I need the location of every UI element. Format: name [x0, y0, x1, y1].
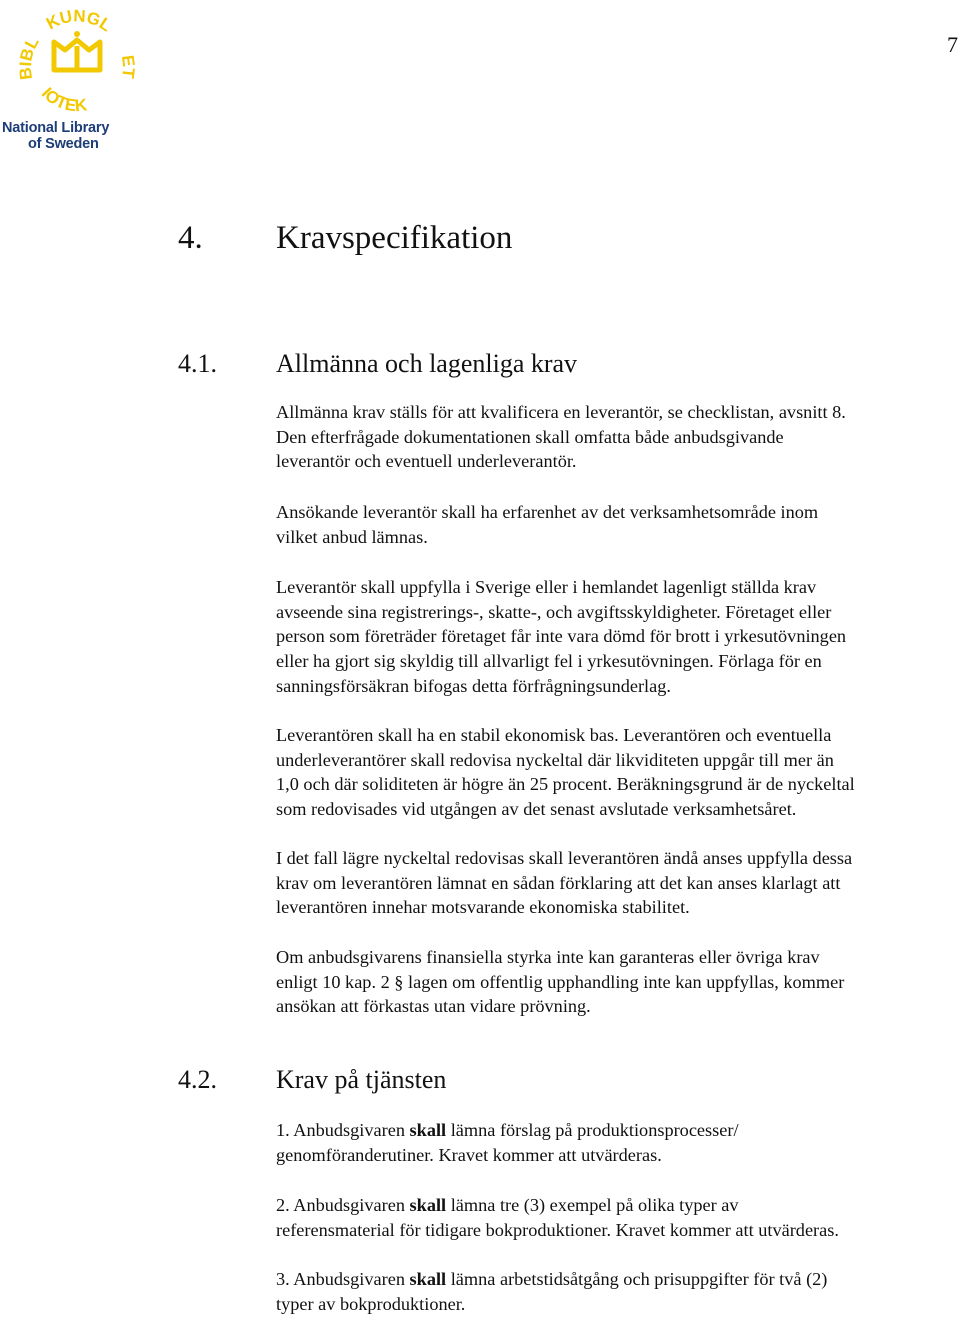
item-text: lämna tre (3) exempel på olika typer av [446, 1195, 739, 1215]
item-text: lämna förslag på produktionsprocesser/ [446, 1120, 739, 1140]
text-line [276, 1267, 960, 1292]
text-line: genomföranderutiner. Kravet kommer att utvärderas. [276, 1144, 662, 1165]
section-heading-4-1 [178, 347, 577, 381]
text-line: referensmaterial för tidigare bokproduktioner. Kravet kommer att utvärderas. [276, 1219, 839, 1240]
paragraph-experience [276, 500, 960, 549]
paragraph-rejection [276, 945, 960, 1019]
requirement-item-1 [276, 1118, 960, 1167]
text-line [276, 1193, 960, 1218]
text-line [276, 1118, 960, 1143]
logo-caption-line2: of Sweden [28, 136, 99, 152]
item-prefix: 2. Anbudsgivaren [276, 1195, 410, 1215]
national-library-logo [2, 2, 152, 160]
text-line: enligt 10 kap. 2 § lagen om offentlig upphandling inte kan uppfyllas, kommer [276, 971, 845, 992]
text-line: som redovisades vid utgången av det senast avslutade verksamhetsåret. [276, 799, 797, 820]
text-line: eller ha gjort sig skyldig till allvarligt fel i yrkesutövningen. Förlaga för en [276, 651, 822, 672]
section-heading-4 [178, 216, 512, 260]
item-emphasis: skall [409, 1269, 447, 1289]
svg-text:IOTEK [38, 84, 89, 115]
text-line: Leverantören skall ha en stabil ekonomisk bas. Leverantören och eventuella [276, 725, 832, 745]
text-line: person som företräder företaget får inte vara dömd för brott i yrkesutövningen [276, 626, 847, 647]
kungl-biblioteket-seal [16, 2, 138, 116]
logo-caption-line1: National Library [2, 120, 110, 136]
text-line: leverantören innehar motsvarande ekonomiska stabilitet. [276, 897, 690, 918]
text-line: Ansökande leverantör skall ha erfarenhet av det verksamhetsområde inom [276, 502, 819, 522]
section-number: 4.1. [178, 349, 217, 378]
text-line: sanningsförsäkran bifogas detta förfrågningsunderlag. [276, 675, 671, 696]
text-line: ansökan att förkastas utan vidare prövning. [276, 996, 591, 1017]
svg-text:BIBL [16, 34, 43, 81]
text-line: Leverantör skall uppfylla i Sverige eller i hemlandet lagenligt ställda krav [276, 577, 817, 597]
page-number: 7 [947, 32, 958, 57]
seal-top-text: KUNGL [43, 6, 115, 36]
text-line: avseende sina registrerings-, skatte-, och avgiftsskyldigheter. Företaget eller [276, 601, 832, 622]
seal-bottom-text: IOTEK [37, 83, 88, 116]
svg-text:KUNGL [43, 6, 115, 35]
text-line: I det fall lägre nyckeltal redovisas skall leverantören ändå anses uppfylla dessa [276, 848, 853, 868]
item-emphasis: skall [409, 1120, 447, 1140]
paragraph-lower-ratios [276, 846, 960, 920]
section-number: 4. [178, 220, 203, 256]
requirement-item-3 [276, 1267, 960, 1316]
text-line: typer av bokproduktioner. [276, 1293, 466, 1314]
text-line: krav om leverantören lämnat en sådan förklaring att det kan anses klarlagt att [276, 872, 841, 893]
paragraph-legal-obligations [276, 575, 960, 699]
section-heading-4-2 [178, 1063, 446, 1097]
requirement-item-2 [276, 1193, 960, 1242]
section-title: Allmänna och lagenliga krav [276, 349, 578, 378]
crown-icon [54, 40, 100, 70]
svg-text:ET [118, 54, 138, 80]
section-title: Krav på tjänsten [276, 1065, 447, 1094]
text-line: Om anbudsgivarens finansiella styrka inte kan garanteras eller övriga krav [276, 947, 820, 967]
section-title: Kravspecifikation [276, 220, 513, 256]
paragraph-financial-basis [276, 723, 960, 822]
paragraph-general-requirements [276, 400, 960, 474]
text-line: vilket anbud lämnas. [276, 526, 428, 547]
logo-caption [2, 120, 152, 152]
seal-right-text: ET [117, 54, 138, 80]
item-text: lämna arbetstidsåtgång och prisuppgifter för två (2) [446, 1269, 828, 1289]
text-line: Den efterfrågade dokumentationen skall omfatta både anbudsgivande [276, 426, 784, 447]
text-line: Allmänna krav ställs för att kvalificera en leverantör, se checklistan, avsnitt 8. [276, 402, 846, 422]
seal-left-text: BIBL [16, 33, 43, 81]
section-number: 4.2. [178, 1065, 217, 1094]
item-prefix: 1. Anbudsgivaren [276, 1120, 410, 1140]
text-line: underleverantörer skall redovisa nyckeltal där likviditeten uppgår till mer än [276, 749, 834, 770]
text-line: 1,0 och där soliditeten är högre än 25 procent. Beräkningsgrund är de nyckeltal [276, 774, 855, 795]
item-emphasis: skall [409, 1195, 447, 1215]
text-line: leverantör och eventuell underleverantör. [276, 451, 577, 472]
item-prefix: 3. Anbudsgivaren [276, 1269, 410, 1289]
